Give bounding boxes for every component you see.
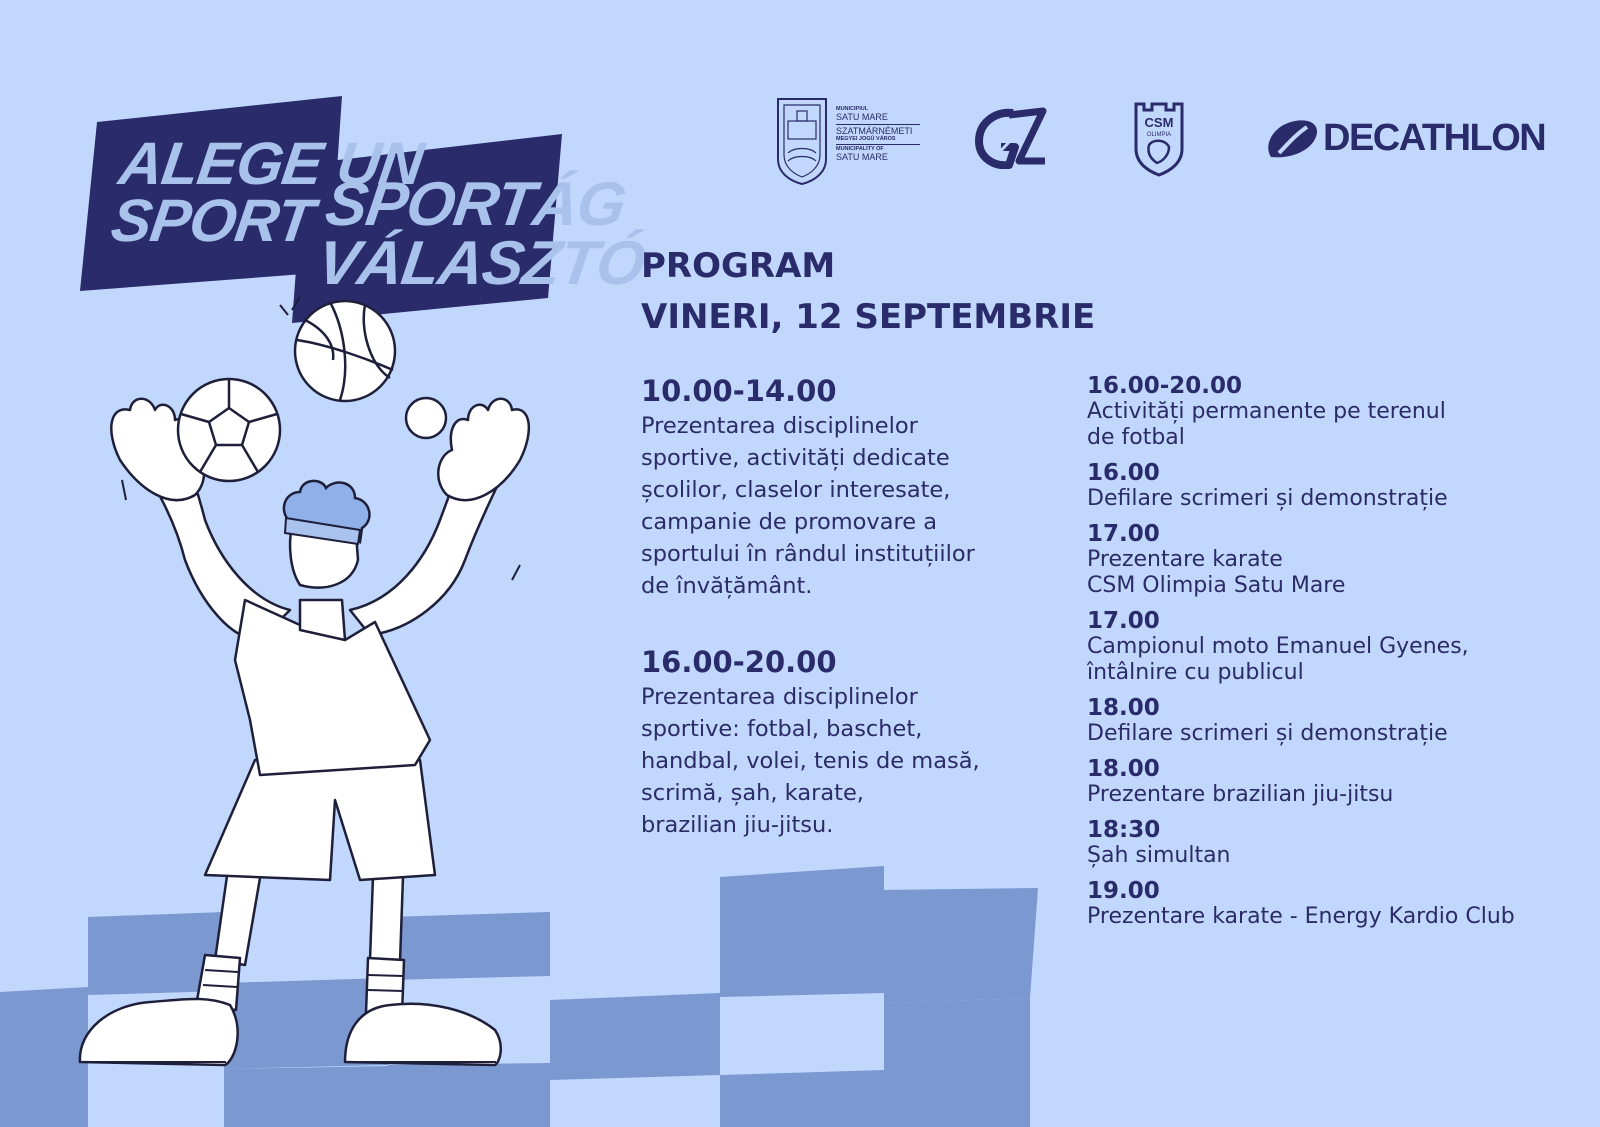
- event-description: Prezentare karate - Energy Kardio Club: [1087, 904, 1515, 929]
- schedule-block-time: 10.00-14.00: [641, 374, 837, 408]
- event-item: [1087, 695, 1587, 747]
- schedule-block-description: Prezentarea disciplinelor sportive, activități dedicate școlilor, claselor interesate, campanie de promovare a sportului în rândul instituțiilor de învățământ.: [641, 412, 975, 599]
- event-description: de fotbal: [1087, 425, 1185, 450]
- event-item: [1087, 878, 1587, 930]
- banner-title-romanian: ALEGE UN SPORT: [107, 130, 427, 254]
- decathlon-logo: DECATHLON: [1263, 117, 1533, 167]
- svg-text:OLIMPIA: OLIMPIA: [1146, 132, 1172, 138]
- satu-mare-crest-icon: [776, 97, 828, 185]
- right-hand: [438, 399, 529, 500]
- program-title: PROGRAM: [641, 246, 836, 286]
- event-description: Defilare scrimeri și demonstrație: [1087, 721, 1448, 746]
- decathlon-swoosh-icon: [1263, 117, 1321, 163]
- event-time: 17.00: [1087, 521, 1160, 547]
- event-description: Șah simultan: [1087, 843, 1231, 868]
- event-time: 16.00: [1087, 460, 1160, 486]
- svg-text:CSM: CSM: [1144, 115, 1174, 130]
- small-ball: [406, 398, 446, 438]
- event-time: 17.00: [1087, 608, 1160, 634]
- left-shoe: [80, 999, 238, 1065]
- event-item: [1087, 608, 1587, 686]
- event-item: [1087, 460, 1587, 512]
- event-item: [1087, 521, 1587, 599]
- event-description: Campionul moto Emanuel Gyenes,: [1087, 634, 1469, 659]
- event-item: [1087, 756, 1587, 808]
- event-time: 18:30: [1087, 817, 1161, 843]
- event-description: Activități permanente pe terenul: [1087, 399, 1446, 424]
- schedule-block-description: Prezentarea disciplinelor sportive: fotbal, baschet, handbal, volei, tenis de masă, scrimă, șah, karate, brazilian jiu-jitsu.: [641, 683, 980, 838]
- event-time: 18.00: [1087, 756, 1160, 782]
- banner-title-hungarian: SPORTÁG VÁLASZTÓ: [313, 170, 649, 298]
- gz-logo-icon: [975, 107, 1047, 169]
- csm-olimpia-logo: [1133, 101, 1185, 177]
- program-heading: [641, 241, 1095, 343]
- schedule-block: [641, 645, 1031, 841]
- program-date: VINERI, 12 SEPTEMBRIE: [641, 297, 1096, 337]
- event-description: Prezentare karate: [1087, 547, 1283, 572]
- event-item: [1087, 373, 1587, 451]
- event-description: CSM Olimpia Satu Mare: [1087, 573, 1346, 598]
- shorts: [205, 760, 435, 880]
- event-time: 18.00: [1087, 695, 1160, 721]
- event-description: întâlnire cu publicul: [1087, 660, 1304, 685]
- event-time: 16.00-20.00: [1087, 373, 1243, 399]
- event-description: Prezentare brazilian jiu-jitsu: [1087, 782, 1394, 807]
- satu-mare-municipality-logo: MUNICIPIUL SATU MARE SZATMÁRNÉMETI MEGYEI JOGÚ VÁROS MUNICIPALITY OF SATU MARE: [776, 97, 926, 185]
- event-description: Defilare scrimeri și demonstrație: [1087, 486, 1448, 511]
- schedule-block-time: 16.00-20.00: [641, 645, 837, 679]
- schedule-block: [641, 374, 1031, 602]
- event-item: [1087, 817, 1587, 869]
- event-time: 19.00: [1087, 878, 1160, 904]
- right-shoe: [345, 1004, 501, 1065]
- event-list: [1087, 373, 1587, 939]
